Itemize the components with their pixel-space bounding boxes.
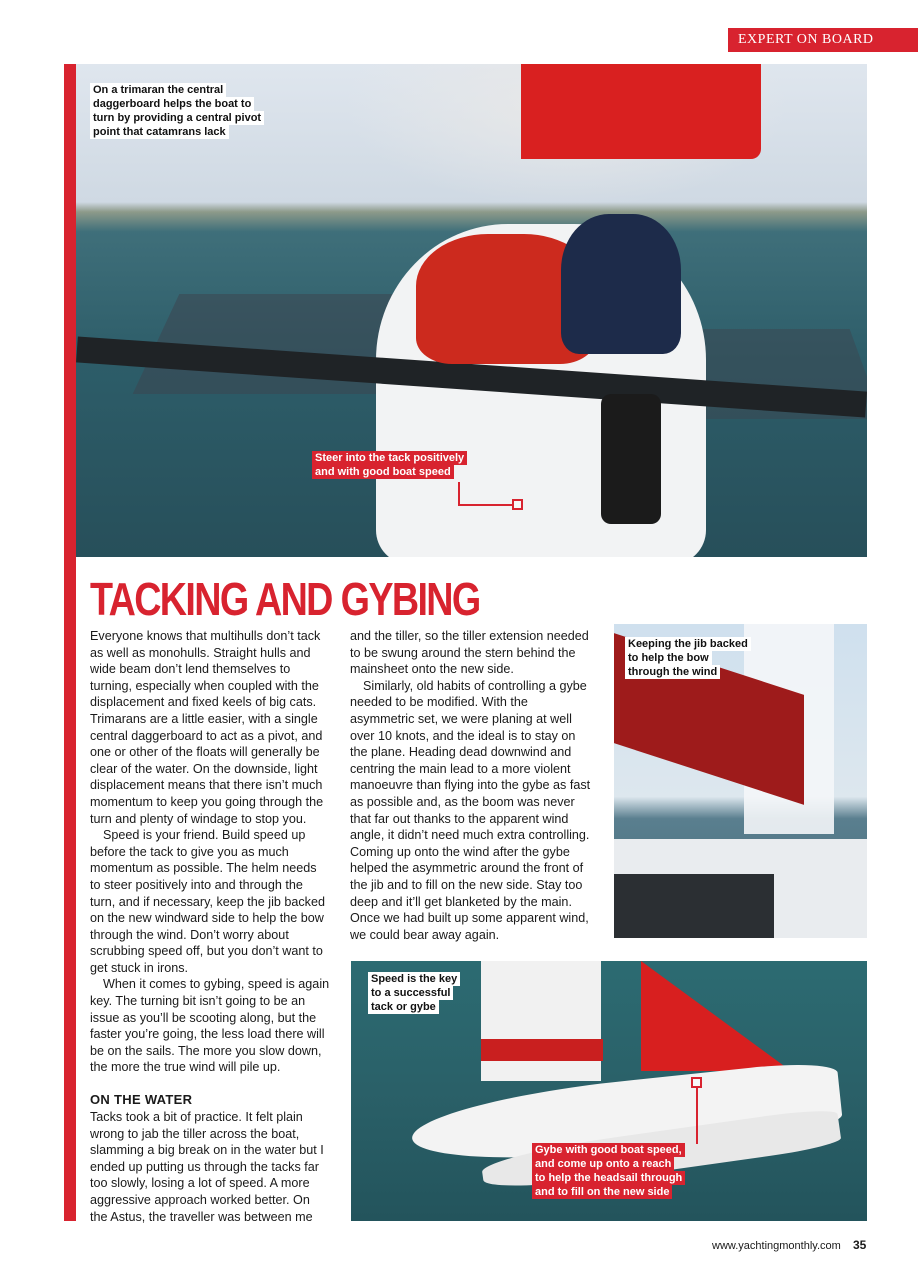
callout-leader	[458, 482, 460, 504]
callout-line: and with good boat speed	[312, 465, 454, 479]
caption-line: to help the bow	[625, 651, 712, 665]
mainsail-cover	[481, 1039, 603, 1061]
asymmetric-sail	[641, 961, 791, 1071]
callout-leader	[696, 1088, 698, 1144]
crew-member	[561, 214, 681, 354]
article-headline: TACKING AND GYBING	[90, 573, 480, 625]
body-paragraph: Tacks took a bit of practice. It felt plain wrong to jab the tiller across the boat, slamming a big break on in the water but I ended up putting us through the tacks far too slowly, losing a lot of speed. A more aggressive approach worked better. On the Astus, the traveller was between me	[90, 1110, 324, 1224]
body-paragraph: Speed is your friend. Build speed up before the tack to give you as much momentum as possible. The helm needs to steer positively into and through the turn, and if necessary, keep the jib backed on the new windward side to help the bow through the wind. Don’t worry about scrubbing speed off, but you don’t want to get stuck in irons.	[90, 828, 325, 975]
callout-marker	[691, 1077, 702, 1088]
caption-line: point that catamrans lack	[90, 125, 229, 139]
jib-photo	[614, 624, 867, 938]
caption-line: On a trimaran the central	[90, 83, 226, 97]
callout-line: Gybe with good boat speed,	[532, 1143, 685, 1157]
page-number: 35	[853, 1238, 867, 1252]
mainsail	[481, 961, 601, 1081]
section-tag: EXPERT ON BOARD	[728, 28, 918, 52]
callout-leader	[458, 504, 514, 506]
callout-line: and to fill on the new side	[532, 1185, 672, 1199]
body-column-1	[90, 628, 330, 1225]
sea-photo	[351, 961, 867, 1221]
caption-line: tack or gybe	[368, 1000, 439, 1014]
caption-line: through the wind	[625, 665, 720, 679]
sea-caption	[368, 973, 460, 1015]
caption-line: daggerboard helps the boat to	[90, 97, 254, 111]
sea-callout	[532, 1144, 685, 1200]
body-paragraph: Similarly, old habits of controlling a gybe needed to be modified. With the asymmetric set, we were planing at well over 10 knots, and the ideal is to stay on the plane. Heading dead downwind and centring the main lead to a more violent manoeuvre than flying into the gybe as fast as possible and, as the boom was never that far out thanks to the apparent wind angle, it didn’t need much extra controlling. Coming up onto the wind after the gybe helped the asymmetric around the front of the jib and to fill on the new side. Stay too deep and it’ll get blanketed by the main. Once we had built up some apparent wind, we could bear away again.	[350, 678, 591, 942]
hero-caption	[90, 84, 264, 140]
hero-photo	[76, 64, 867, 557]
callout-marker	[512, 499, 523, 510]
accent-rule	[64, 64, 76, 1221]
body-paragraph: Everyone knows that multihulls don’t tack as well as monohulls. Straight hulls and wide beam don’t lend themselves to turning, especially when coupled with the displacement and fixed keels of big cats. Trimarans are a little easier, with a single central daggerboard to act as a pivot, and one or other of the floats will generally be clear of the water. On the downside, light displacement means that there isn’t much momentum to keep you going through the turn and plenty of windage to stop you.	[90, 629, 324, 826]
callout-line: to help the headsail through	[532, 1171, 685, 1185]
mainsail-cover	[521, 64, 761, 159]
callout-line: and come up onto a reach	[532, 1157, 674, 1171]
body-paragraph: When it comes to gybing, speed is again key. The turning bit isn’t going to be an issue as you’ll be scooting along, but the faster you’re going, the less load there will be on the sails. The more you slow down, the more the true wind will pile up.	[90, 977, 330, 1075]
outboard-engine	[601, 394, 661, 524]
caption-line: turn by providing a central pivot	[90, 111, 264, 125]
cockpit	[614, 874, 774, 938]
caption-line: Speed is the key	[368, 972, 460, 986]
caption-line: to a successful	[368, 986, 453, 1000]
body-paragraph: and the tiller, so the tiller extension needed to be swung around the stern behind the mainsheet onto the new side.	[350, 629, 589, 677]
callout-line: Steer into the tack positively	[312, 451, 467, 465]
footer-url[interactable]: www.yachtingmonthly.com	[712, 1240, 841, 1252]
body-column-2	[350, 628, 594, 943]
jib-caption	[625, 638, 751, 680]
subheading: ON THE WATER	[90, 1092, 193, 1108]
caption-line: Keeping the jib backed	[625, 637, 751, 651]
hero-callout	[312, 452, 467, 480]
